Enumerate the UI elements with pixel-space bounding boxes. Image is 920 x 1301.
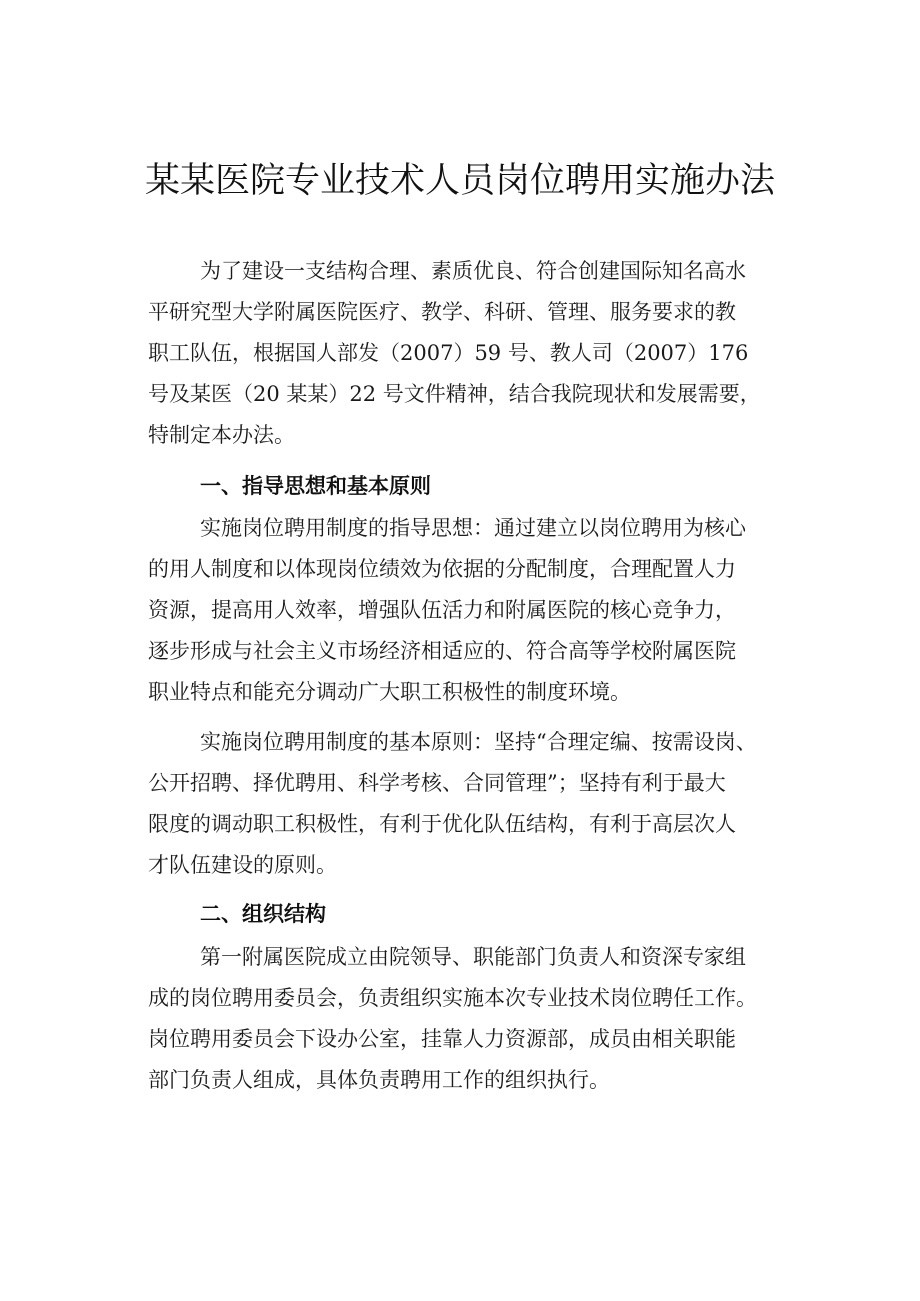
organization-paragraph (148, 937, 828, 1101)
section-heading-organization: 二、组织结构 (200, 902, 326, 926)
text-line: 公开招聘、择优聘用、科学考核、合同管理”；坚持有利于最大 (148, 771, 726, 795)
principles-paragraph (148, 722, 828, 886)
text-line: 部门负责人组成，具体负责聘用工作的组织执行。 (148, 1068, 610, 1092)
text-line: 实施岗位聘用制度的基本原则：坚持“合理定编、按需设岗、 (200, 730, 757, 754)
intro-paragraph (148, 251, 828, 456)
text-line: 资源，提高用人效率，增强队伍活力和附属医院的核心竞争力， (148, 598, 736, 622)
text-line: 号及某医（20 某某）22 号文件精神，结合我院现状和发展需要， (148, 382, 761, 406)
text-line: 第一附属医院成立由院领导、职能部门负责人和资深专家组 (200, 945, 746, 969)
text-line: 的用人制度和以体现岗位绩效为依据的分配制度，合理配置人力 (148, 557, 736, 581)
document-title: 某某医院专业技术人员岗位聘用实施办法 (144, 161, 775, 201)
text-line: 成的岗位聘用委员会，负责组织实施本次专业技术岗位聘任工作。 (148, 986, 757, 1010)
section-heading-guiding: 一、指导思想和基本原则 (200, 474, 431, 498)
guiding-paragraph (148, 508, 828, 713)
text-line: 才队伍建设的原则。 (148, 853, 337, 877)
text-line: 实施岗位聘用制度的指导思想：通过建立以岗位聘用为核心 (200, 516, 746, 540)
text-line: 岗位聘用委员会下设办公室，挂靠人力资源部，成员由相关职能 (148, 1027, 736, 1051)
text-line: 特制定本办法。 (148, 423, 295, 447)
text-line: 平研究型大学附属医院医疗、教学、科研、管理、服务要求的教 (148, 300, 736, 324)
text-line: 职业特点和能充分调动广大职工积极性的制度环境。 (148, 680, 631, 704)
text-line: 职工队伍，根据国人部发（2007）59 号、教人司（2007）176 (148, 341, 749, 365)
text-line: 逐步形成与社会主义市场经济相适应的、符合高等学校附属医院 (148, 639, 736, 663)
text-line: 为了建设一支结构合理、素质优良、符合创建国际知名高水 (200, 259, 746, 283)
text-line: 限度的调动职工积极性，有利于优化队伍结构，有利于高层次人 (148, 812, 736, 836)
